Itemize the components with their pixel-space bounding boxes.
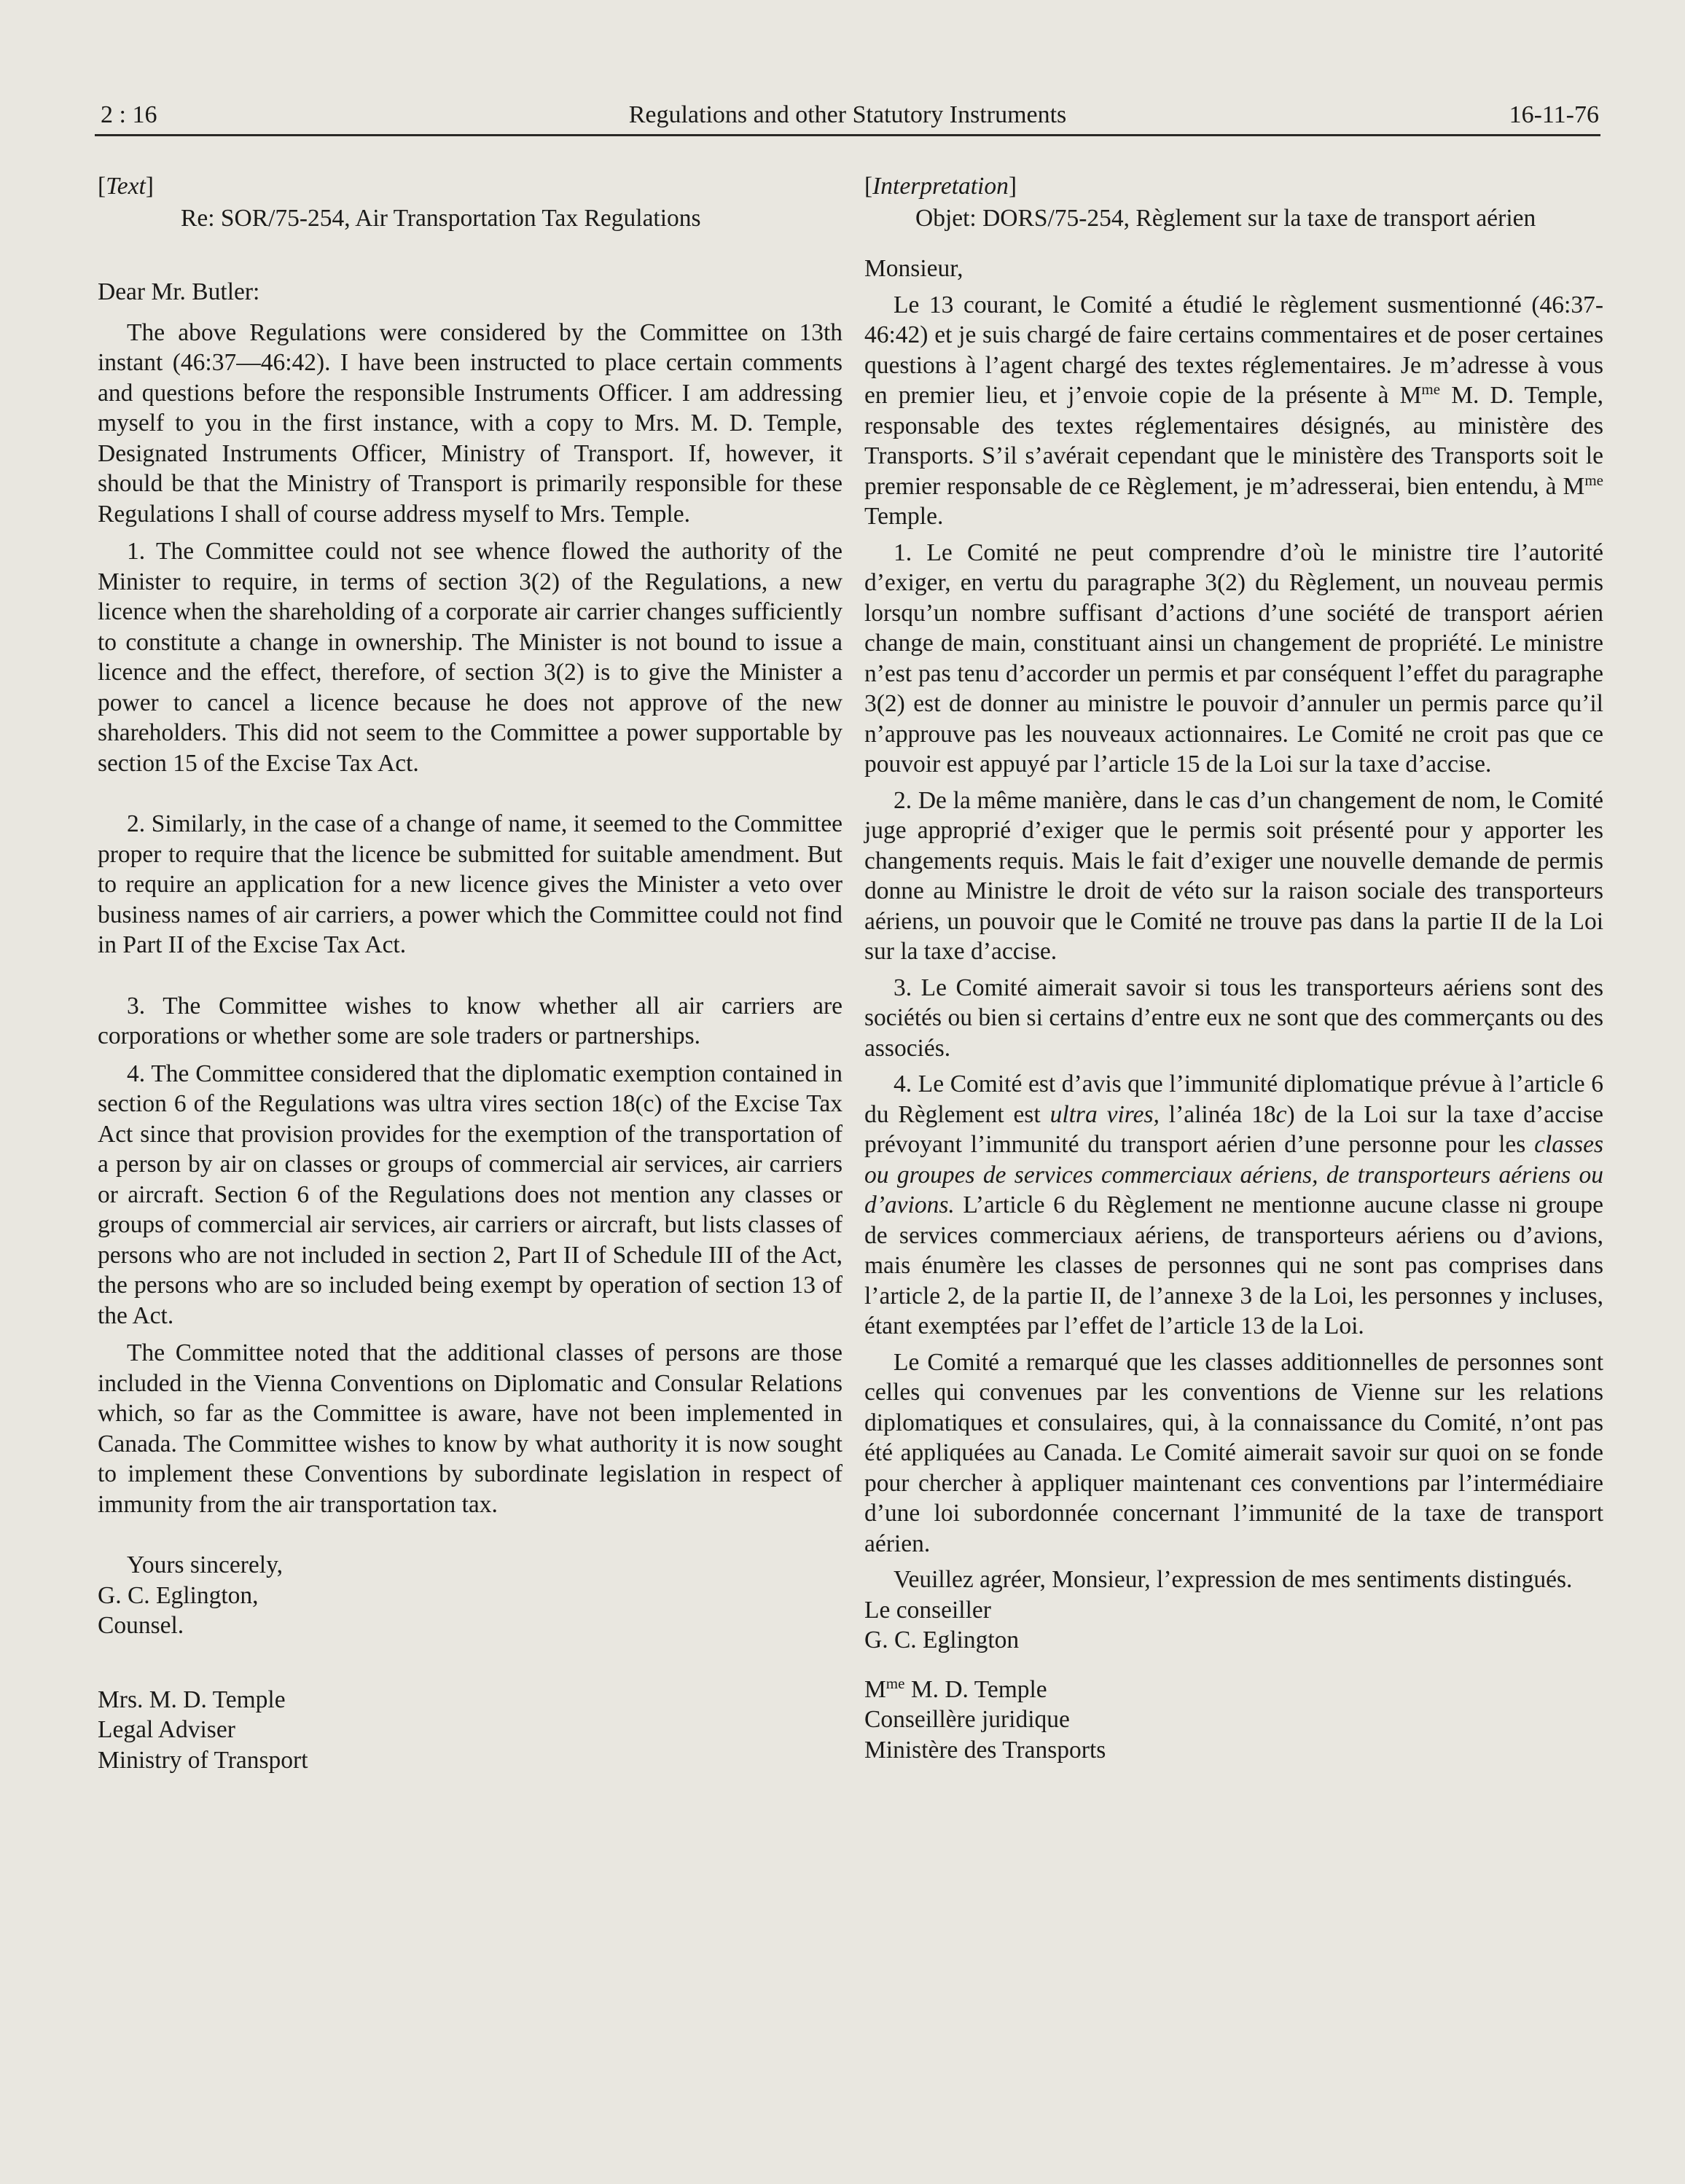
recipient-ministry: Ministry of Transport (98, 1746, 308, 1774)
paragraphe-1: 1. Le Comité ne peut comprendre d’où le ministre tire l’autorité d’exiger, en vertu du paragraphe 3(2) du Règlement, un nouveau permis lorsqu’un nombre suffisant d’actions d’une société de transport aérien change de main, constituant ainsi un changement de propriété. Le ministre n’est pas tenu d’accorder un permis et par conséquent l’effet du paragraphe 3(2) est de donner au ministre le pouvoir d’annuler un permis parce qu’il n’approuve pas les nouveaux actionnaires. Le Comité ne croit pas que ce pouvoir est appuyé par l’article 15 de la Loi sur la taxe d’accise. (864, 539, 1603, 778)
closing: Yours sincerely, (127, 1551, 284, 1578)
text-tag: [Text] (98, 173, 154, 200)
paragraph-intro: The above Regulations were considered by the Committee on 13th instant (46:37—46:42). I have been instructed to place certain comments and questions before the responsible Instruments Officer. I am addressing myself to you in the first instance, with a copy to Mrs. M. D. Temple, Designated Instruments Officer, Ministry of Transport. If, however, it should be that the Ministry of Transport is primarily responsible for these Regulations I shall of course address myself to Mrs. Temple. (98, 318, 842, 528)
salutation-fr: Monsieur, (864, 255, 963, 282)
signature-name: G. C. Eglington, (98, 1581, 259, 1609)
salutation: Dear Mr. Butler: (98, 278, 260, 305)
paragraphe-3: 3. Le Comité aimerait savoir si tous les transporteurs aériens sont des sociétés ou bien si certains d’entre eux ne sont que des commerçants ou des associés. (864, 974, 1603, 1062)
recipient-ministry-fr: Ministère des Transports (864, 1736, 1106, 1764)
subject-text: SOR/75-254, Air Transportation Tax Regulations (220, 204, 701, 232)
recipient-name: Mrs. M. D. Temple (98, 1686, 286, 1713)
signature-title: Counsel. (98, 1612, 184, 1639)
english-column (98, 171, 842, 1775)
subject-line (98, 203, 842, 234)
page-number: 2 : 16 (101, 101, 157, 128)
paragraph-1: 1. The Committee could not see whence flowed the authority of the Minister to require, in terms of section 3(2) of the Regulations, a new licence when the shareholding of a corporate air carrier changes sufficiently to constitute a change in ownership. The Minister is not bound to issue a licence and the effect, therefore, of section 3(2) is to give the Minister a power to cancel a licence because he does not approve of the new shareholders. This did not seem to the Committee a power supportable by section 15 of the Excise Tax Act. (98, 538, 842, 777)
objet-line (864, 203, 1603, 234)
recipient-title-fr: Conseillère juridique (864, 1706, 1070, 1733)
recipient-title: Legal Adviser (98, 1716, 235, 1743)
paragraphe-2: 2. De la même manière, dans le cas d’un changement de nom, le Comité juge approprié d’exiger que le permis soit présenté pour y apporter les changements requis. Mais le fait d’exiger une nouvelle demande de permis donne au Ministre le droit de véto sur la raison sociale des transporteurs aériens, un pouvoir que le Comité ne trouve pas dans la partie II de la Loi sur la taxe d’accise. (864, 786, 1603, 965)
objet-label: Objet: (915, 204, 983, 232)
french-column (864, 171, 1603, 1765)
recipient-address-fr (864, 1675, 1603, 1766)
paragraph-3: 3. The Committee wishes to know whether all air carriers are corporations or whether some are sole traders or partnerships. (98, 992, 842, 1049)
signature-name-fr: G. C. Eglington (864, 1627, 1020, 1653)
subject-label: Re: (181, 204, 221, 232)
recipient-address (98, 1685, 842, 1776)
paragraphe-4: 4. Le Comité est d’avis que l’immunité diplomatique prévue à l’article 6 du Règlement est ultra vires, l’alinéa 18c) de la Loi sur la taxe d’accise prévoyant l’immunité du transport aérien d’une personne pour les classes ou groupes de services commerciaux aériens, de transporteurs aériens ou d’avions. L’article 6 du Règlement ne mentionne aucune classe ni groupe de services commerciaux aériens, de transporteurs aériens ou d’avions, mais énumère les classes de personnes qui ne sont pas comprises dans l’article 2, de la partie II, de l’annexe 3 de la Loi, les personnes y incluses, étant exemptées par l’effet de l’article 13 de la Loi. (864, 1071, 1603, 1339)
signature-title-fr: Le conseiller (864, 1596, 991, 1624)
running-header (95, 96, 1600, 136)
paragraphe-5: Le Comité a remarqué que les classes additionnelles de personnes sont celles qui convenues par les conventions de Vienne sur les relations diplomatiques et consulaires, qui, à la connaissance du Comité, n’ont pas été appliquées au Canada. Le Comité aimerait savoir sur quoi on se fonde pour chercher à appliquer maintenant ces conventions par l’intermédiaire d’une loi subordonnée concernant l’immunité de la taxe de transport aérien. (864, 1348, 1603, 1557)
publication-title: Regulations and other Statutory Instruments (628, 101, 1067, 128)
paragraphe-intro: Le 13 courant, le Comité a étudié le règlement susmentionné (46:37-46:42) et je suis chargé de faire certains commentaires et de poser certaines questions à l’agent chargé des textes réglementaires. Je m’adresse à vous en premier lieu, et j’envoie copie de la présente à $M^{me}$ M. D. Temple, responsable des textes réglementaires désignés, au ministère des Transports. S’il s’avérait cependant que le ministère des Transports soit le premier responsable de ce Règlement, je m’adresserai, bien entendu, à $M^{me}$ Temple. (864, 291, 1603, 530)
interpretation-tag: [Interpretation] (864, 173, 1017, 200)
closing-fr: Veuillez agréer, Monsieur, l’expression de mes sentiments distingués. (894, 1566, 1573, 1593)
recipient-name-fr: $M^{me}$ M. D. Temple (864, 1674, 1047, 1703)
issue-date: 16-11-76 (1509, 101, 1599, 128)
objet-text: DORS/75-254, Règlement sur la taxe de transport aérien (982, 204, 1536, 232)
paragraph-2: 2. Similarly, in the case of a change of name, it seemed to the Committee proper to require that the licence be submitted for suitable amendment. But to require an application for a new licence gives the Minister a veto over business names of air carriers, a power which the Committee could not find in Part II of the Excise Tax Act. (98, 810, 842, 958)
paragraph-4: 4. The Committee considered that the diplomatic exemption contained in section 6 of the Regulations was ultra vires section 18(c) of the Excise Tax Act since that provision provides for the exemption of the transportation of a person by air on classes or groups of commercial air services, air carriers or aircraft. Section 6 of the Regulations does not mention any classes or groups of commercial air services, air carriers or aircraft, but lists classes of persons who are not included in section 2, Part II of Schedule III of the Act, the persons who are so included being exempt by operation of section 13 of the Act. (98, 1060, 842, 1329)
paragraph-5: The Committee noted that the additional classes of persons are those included in the Vienna Conventions on Diplomatic and Consular Relations which, so far as the Committee is aware, have not been implemented in Canada. The Committee wishes to know by what authority it is now sought to implement these Conventions by subordinate legislation in respect of immunity from the air transportation tax. (98, 1339, 842, 1518)
